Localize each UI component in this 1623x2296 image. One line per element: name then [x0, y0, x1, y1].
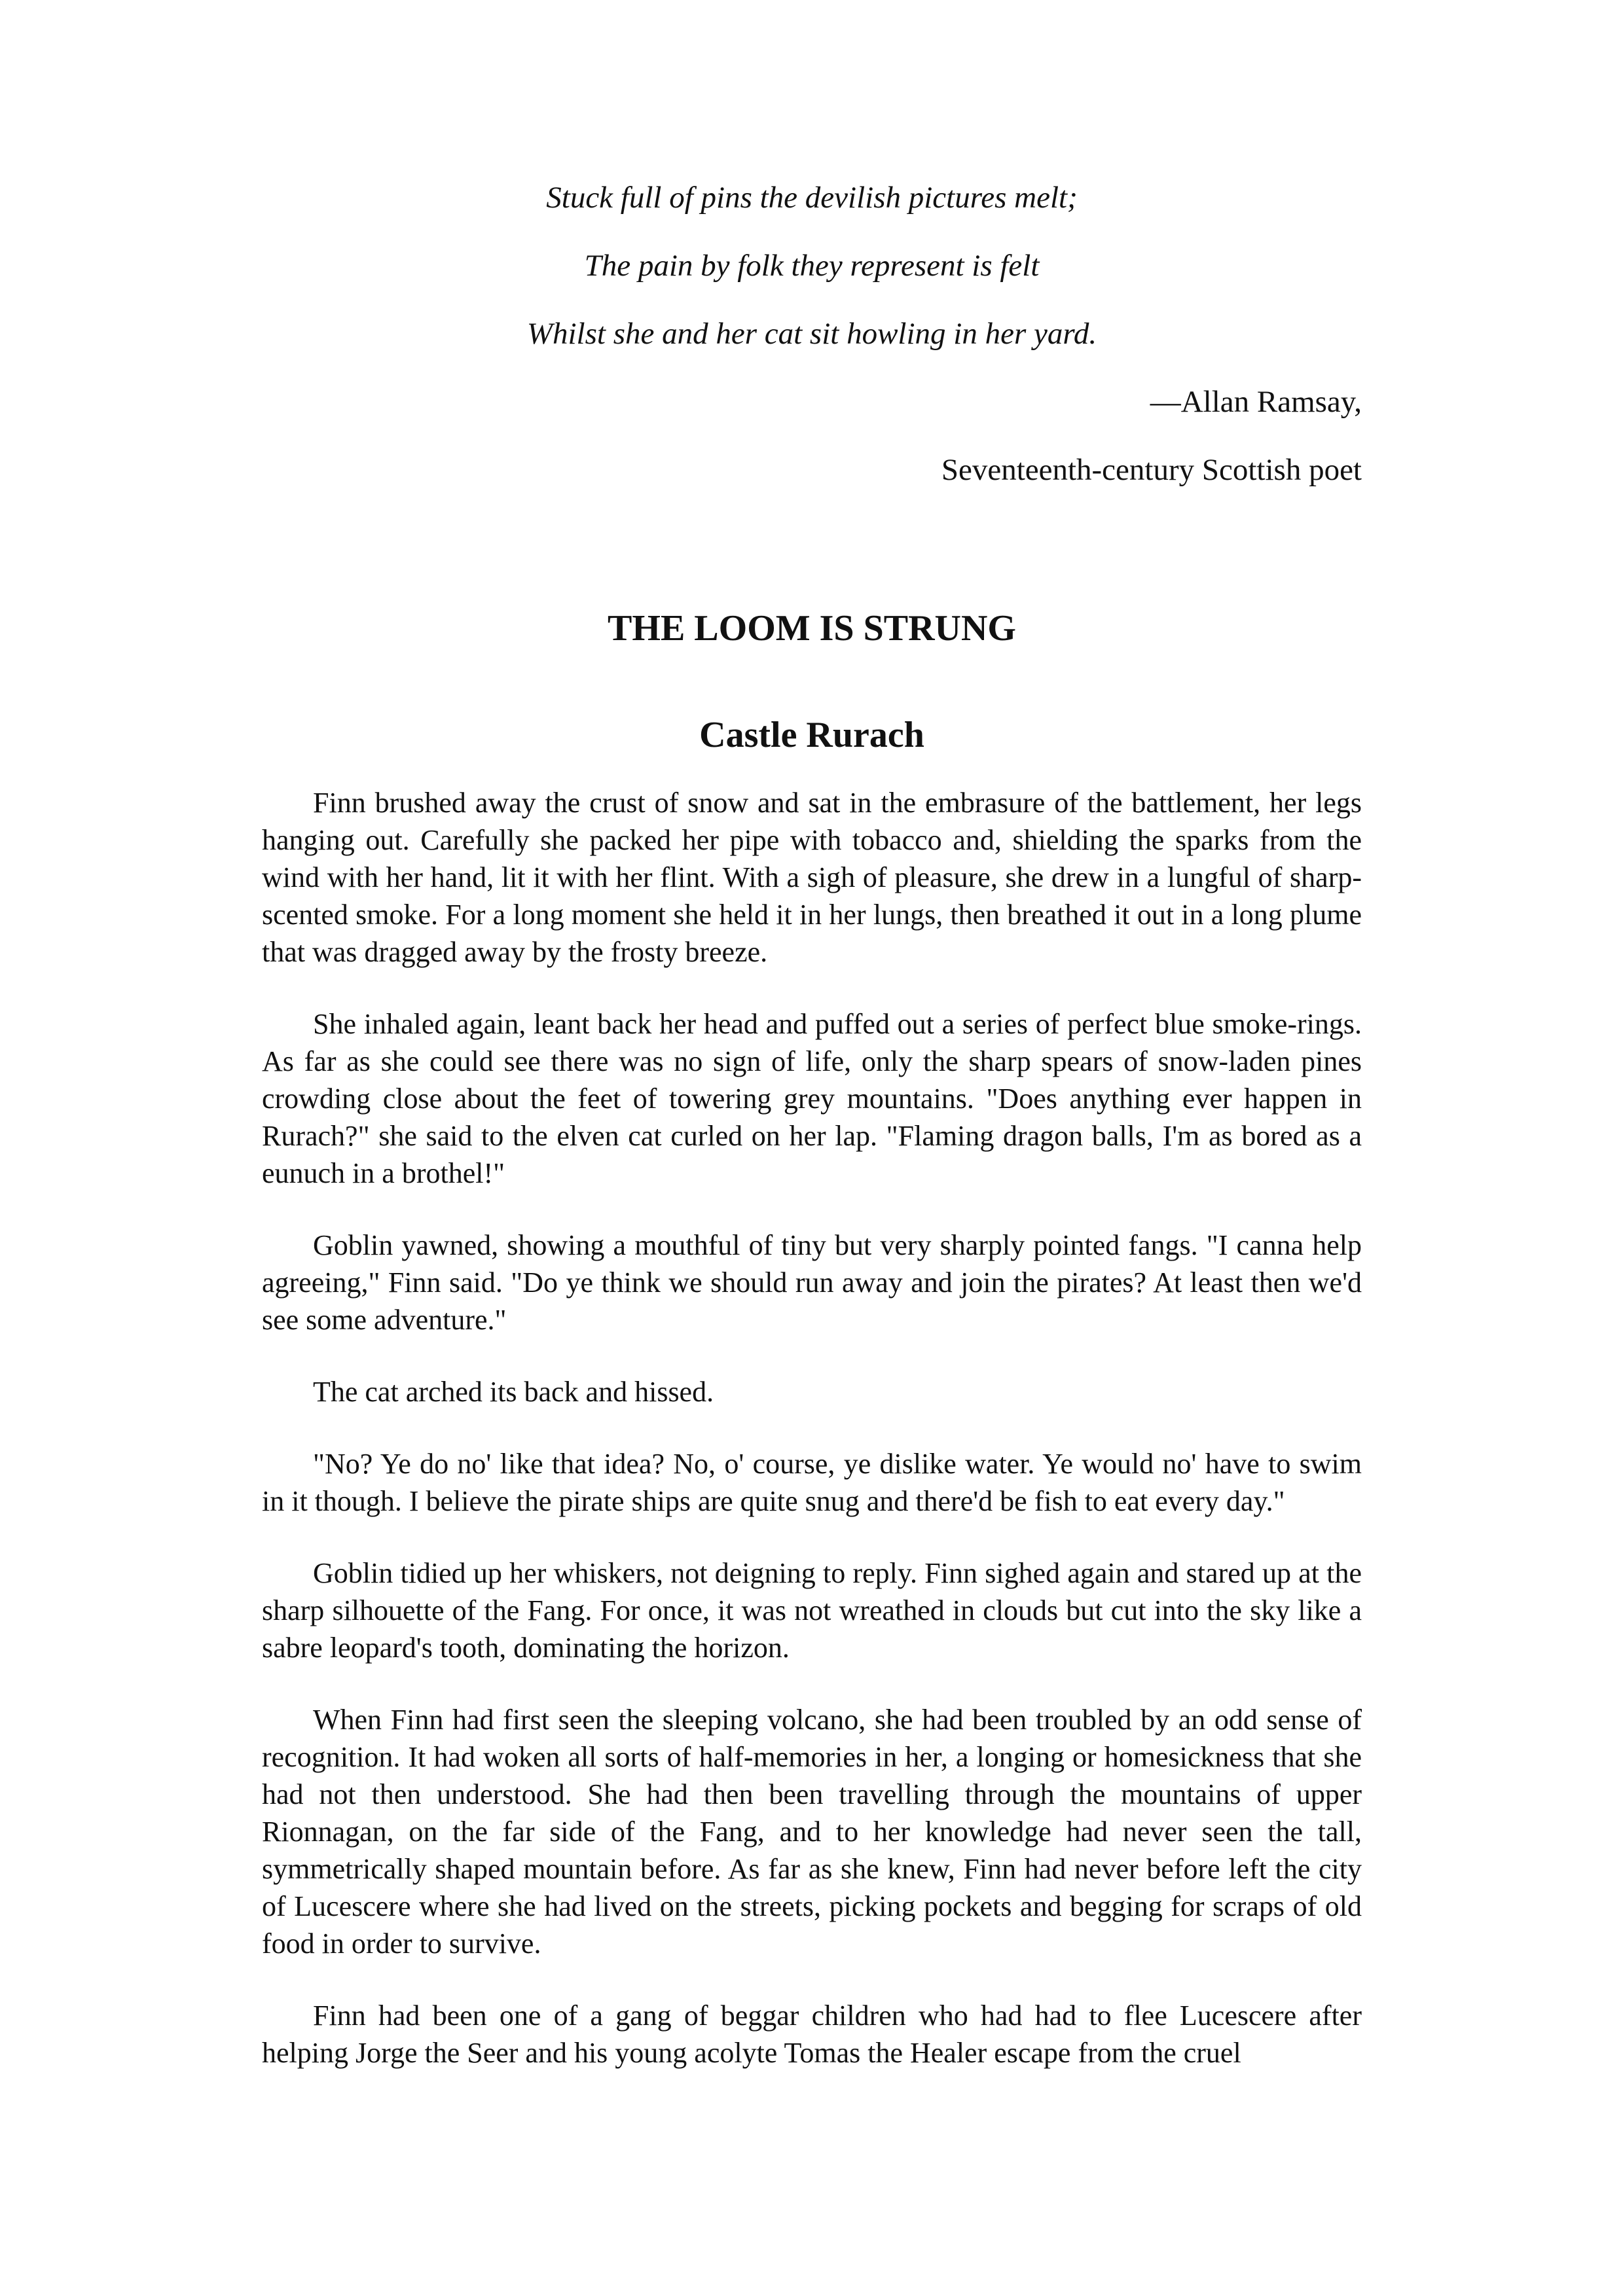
- epigraph-line: Whilst she and her cat sit howling in her yard.: [526, 317, 1097, 351]
- paragraph: Goblin yawned, showing a mouthful of tiny but very sharply pointed fangs. "I canna help agreeing," Finn said. "Do ye think we should run away and join the pirates? At least then we'd see some adventure.": [262, 1229, 1362, 1336]
- epigraph-line: Stuck full of pins the devilish pictures melt;: [546, 181, 1078, 215]
- epigraph: [262, 164, 1362, 504]
- paragraph: Finn had been one of a gang of beggar children who had had to flee Lucescere after helping Jorge the Seer and his young acolyte Tomas the Healer escape from the cruel: [262, 2000, 1362, 2069]
- paragraph: When Finn had first seen the sleeping volcano, she had been troubled by an odd sense of recognition. It had woken all sorts of half-memories in her, a longing or homesickness that she had not then understood. She had then been travelling through the mountains of upper Rionnagan, on the far side of the Fang, and to her knowledge had never seen the tall, symmetrically shaped mountain before. As far as she knew, Finn had never before left the city of Lucescere where she had lived on the streets, picking pockets and begging for scraps of old food in order to survive.: [262, 1704, 1362, 1960]
- chapter-title: THE LOOM IS STRUNG: [608, 608, 1016, 649]
- paragraph: Goblin tidied up her whiskers, not deigning to reply. Finn sighed again and stared up at the sharp silhouette of the Fang. For once, it was not wreathed in clouds but cut into the sky like a sabre leopard's tooth, dominating the horizon.: [262, 1557, 1362, 1664]
- body-text: [262, 784, 1362, 2106]
- paragraph: She inhaled again, leant back her head and puffed out a series of perfect blue smoke-rings. As far as she could see there was no sign of life, only the sharp spears of snow-laden pines crowding close about the feet of towering grey mountains. "Does anything ever happen in Rurach?" she said to the elven cat curled on her lap. "Flaming dragon balls, I'm as bored as a eunuch in a brothel!": [262, 1008, 1362, 1189]
- paragraph: "No? Ye do no' like that idea? No, o' course, ye dislike water. Ye would no' have to swim in it though. I believe the pirate ships are quite snug and there'd be fish to eat every day.": [262, 1448, 1362, 1517]
- epigraph-line: The pain by folk they represent is felt: [584, 249, 1040, 283]
- paragraph: Finn brushed away the crust of snow and sat in the embrasure of the battlement, her legs hanging out. Carefully she packed her pipe with tobacco and, shielding the sparks from the wind with her hand, lit it with her flint. With a sigh of pleasure, she drew in a lungful of sharp-scented smoke. For a long moment she held it in her lungs, then breathed it out in a long plume that was dragged away by the frosty breeze.: [262, 787, 1362, 968]
- epigraph-attribution-note: Seventeenth-century Scottish poet: [941, 453, 1362, 487]
- epigraph-attribution: —Allan Ramsay,: [1150, 385, 1362, 419]
- section-title: Castle Rurach: [699, 715, 924, 755]
- paragraph: The cat arched its back and hissed.: [313, 1376, 714, 1408]
